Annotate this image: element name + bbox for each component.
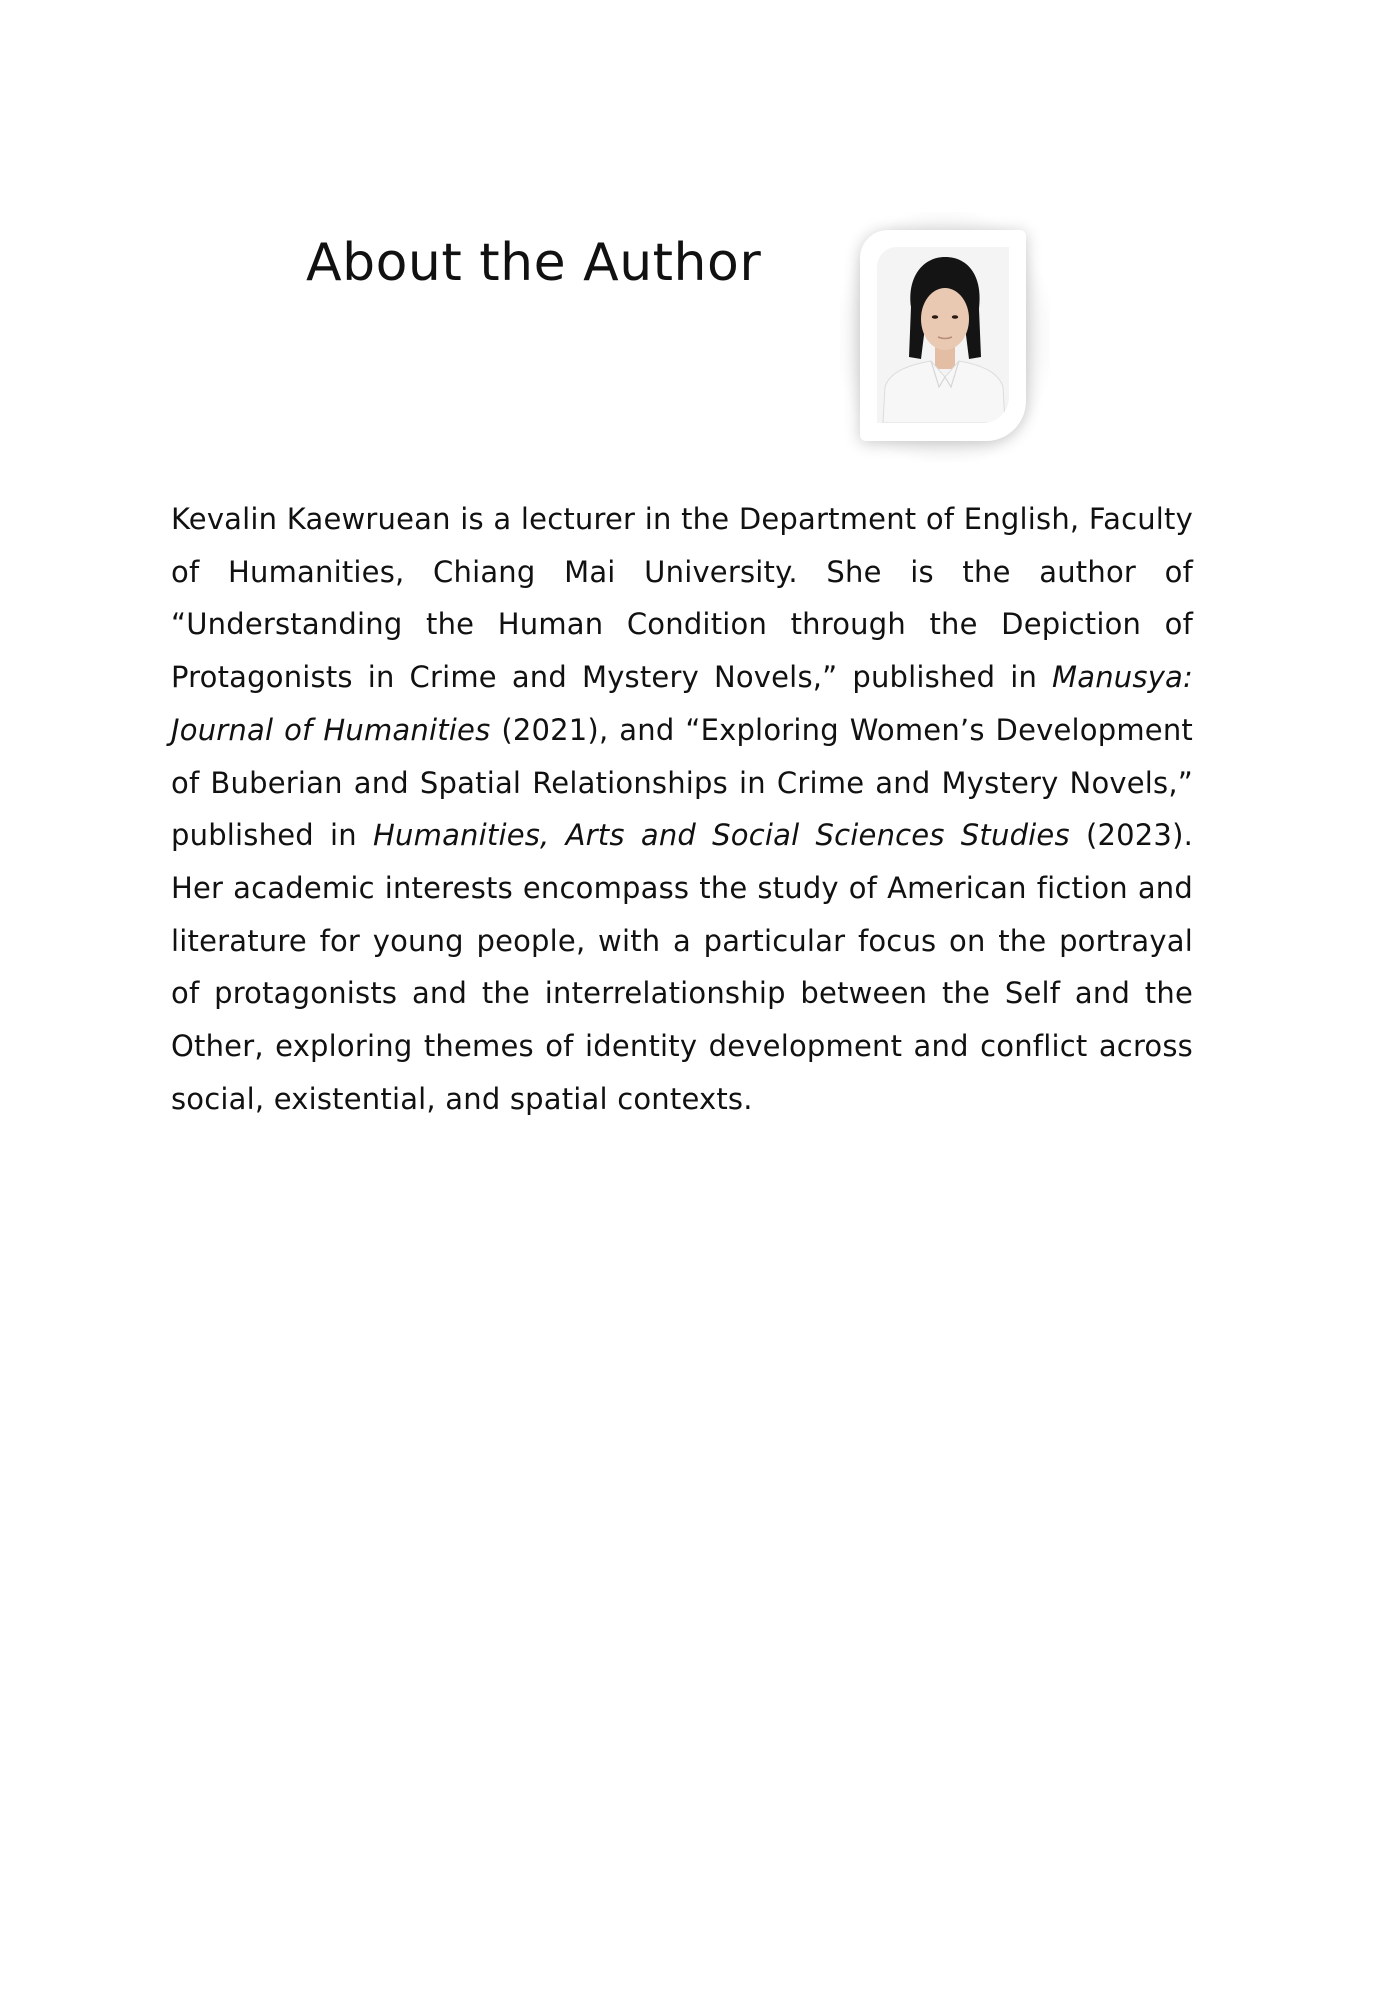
author-photo-frame — [860, 230, 1026, 441]
author-portrait-icon — [877, 247, 1009, 423]
author-photo — [877, 247, 1009, 423]
page-title: About the Author — [306, 233, 762, 293]
journal-title-2: Humanities, Arts and Social Sciences Studies — [373, 818, 1070, 853]
right-eye — [952, 315, 958, 319]
bio-text-2: (2021), and “Exploring Women’s Development of Buberian and Spatial Relationships in Crime and Mystery Novels,” published in — [171, 712, 1193, 853]
bio-text-1: Kevalin Kaewruean is a lecturer in the Department of English, Faculty of Humanities, Chiang Mai University. She is the author of “Understanding the Human Condition through the Depiction of Protagonists in Crime and Mystery Novels,” published in — [171, 502, 1193, 695]
bio-text-3: (2023). Her academic interests encompass the study of American fiction and literature for young people, with a particular focus on the portrayal of protagonists and the interrelationship between the Self and the Other, exploring themes of identity development and conflict across social, existential, and spatial contexts. — [171, 818, 1194, 1116]
journal-title-1: Manusya: Journal of Humanities — [171, 660, 1193, 747]
left-eye — [932, 315, 938, 319]
author-bio — [171, 493, 1193, 1125]
face — [921, 288, 969, 350]
neck — [935, 347, 955, 369]
